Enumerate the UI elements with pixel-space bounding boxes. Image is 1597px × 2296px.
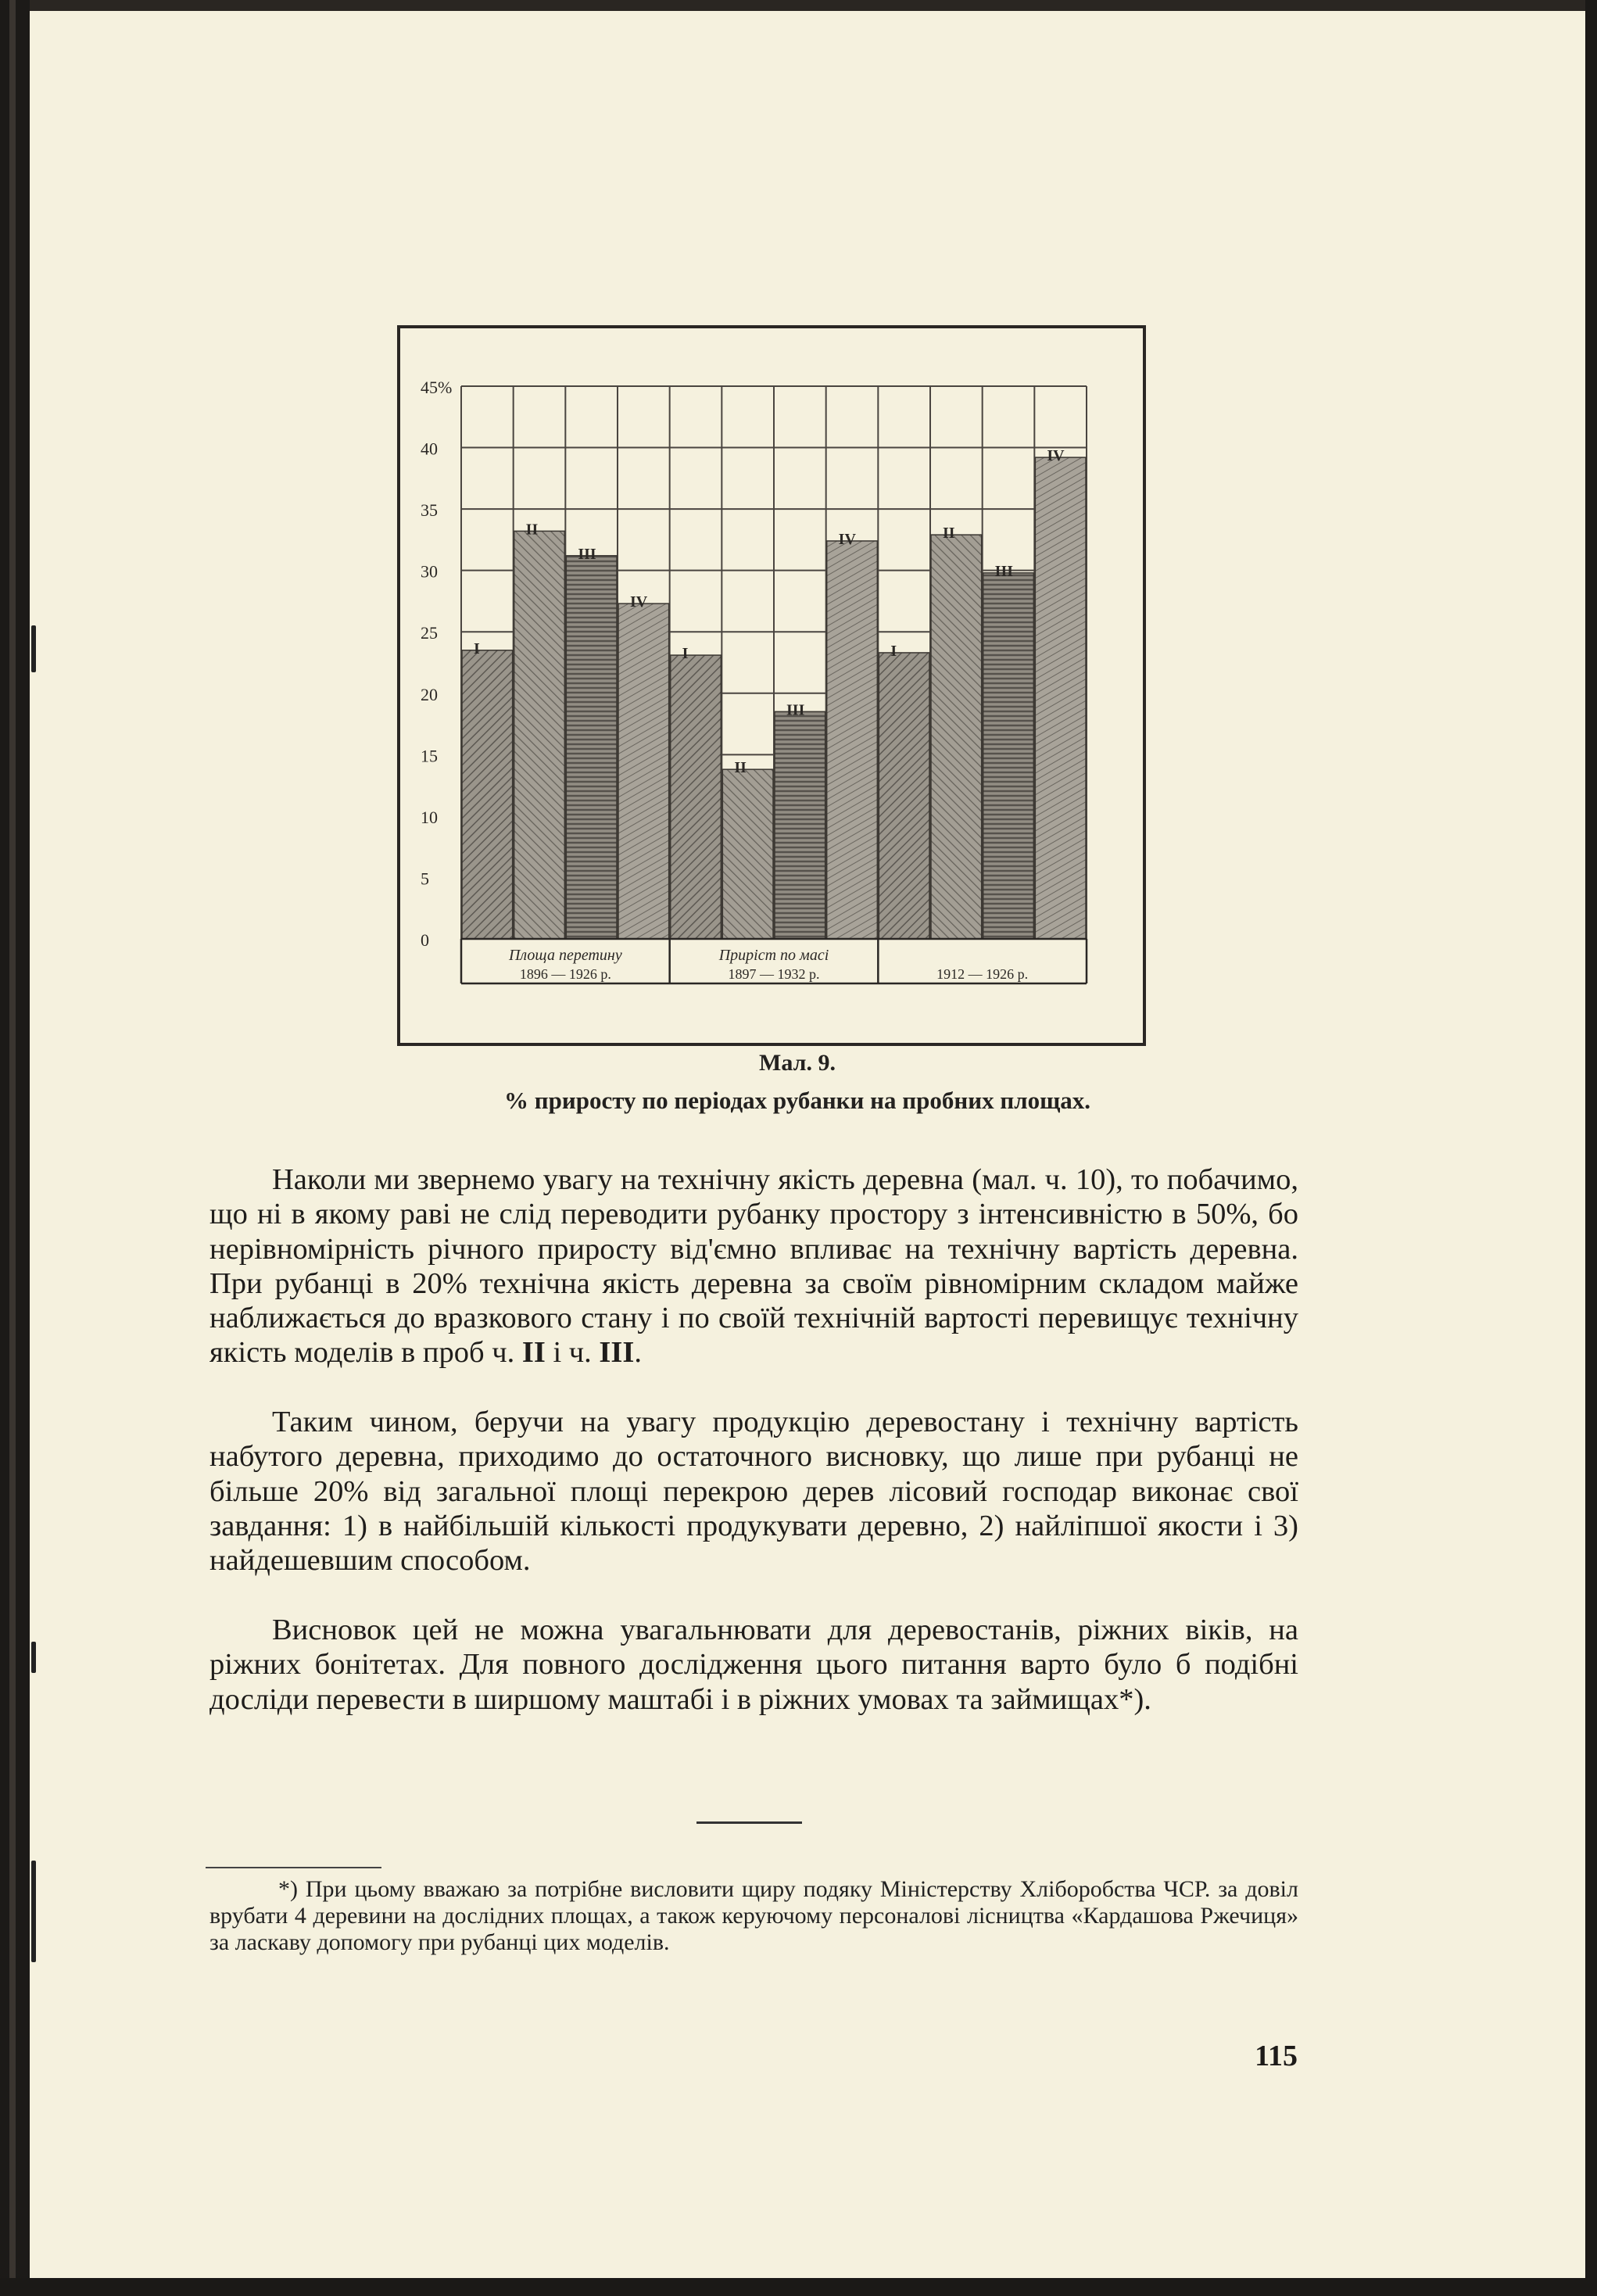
paragraph-1 [209, 1162, 1298, 1370]
y-axis-labels [421, 378, 452, 950]
page-number: 115 [1255, 2040, 1298, 2072]
group-title: Площа перетину [508, 947, 622, 964]
bar-label: III [994, 562, 1014, 580]
bar-3-III [983, 573, 1034, 939]
binding-mark [31, 1861, 36, 1962]
group-period: 1896 — 1926 р. [519, 966, 611, 982]
paragraph-2-text: Таким чином, беручи на увагу продукцію деревостану і технічну вартість набутого деревна, приходимо до остаточного висновку, що лише при рубанці не більше 20% від загальної площі перекрою дерев лісовий господар виконає свої завдання: 1) в найбільшій кількості продукувати деревно, 2) найліпшої якости і 3) найдешевшим способом. [209, 1406, 1298, 1578]
and-text: і ч. [545, 1336, 600, 1370]
y-tick-label: 30 [421, 561, 438, 582]
bar-1-I [462, 650, 513, 939]
bar-label: I [890, 642, 897, 660]
bar-label: III [786, 701, 805, 719]
figure-label: Мал. 9. [759, 1050, 836, 1076]
bar-label: II [943, 525, 955, 543]
y-tick-label: 5 [421, 869, 429, 889]
bar-label: II [734, 759, 747, 777]
group-title: Приріст по масі [718, 947, 829, 964]
y-tick-label: 35 [421, 500, 438, 521]
bar-2-II [722, 769, 773, 939]
paragraph-2 [209, 1405, 1298, 1578]
bar-label: IV [630, 593, 648, 611]
paragraph-3-text: Висновок цей не можна увагальнювати для деревостанів, ріжних віків, на ріжних бонітетах. Для повного дослідження цього питання варто було б подібні досліди перевести в ширшому маштабі і в ріжних умовах та займищах*). [209, 1614, 1298, 1716]
bar-1-III [566, 556, 617, 939]
y-tick-label: 20 [421, 684, 438, 704]
binding-mark [31, 625, 36, 672]
bar-3-II [931, 535, 982, 939]
y-tick-label: 40 [421, 439, 438, 459]
bar-2-IV [827, 541, 878, 939]
y-tick-label: 25 [421, 623, 438, 643]
footnote-text: *) При цьому вважаю за потрібне висловити щиру подяку Міністерству Хліборобства ЧСР. за довіл врубати 4 деревини на дослідних площах, а також керуючому персоналові лісництва «Кардашова Ржечиця» за ласкаву допомогу при рубанці цих моделів. [209, 1876, 1298, 1955]
bar-label: IV [1047, 447, 1065, 465]
x-axis-legend [461, 939, 1087, 983]
y-tick-label: 0 [421, 930, 429, 950]
bar-label: I [682, 645, 689, 663]
figure-caption: % приросту по періодах рубанки на пробних площах. [503, 1087, 1091, 1114]
bar-1-II [514, 531, 565, 939]
y-tick-label: 10 [421, 807, 438, 827]
period: . [634, 1336, 642, 1370]
bar-label: I [474, 639, 480, 657]
footnote-rule [206, 1867, 381, 1868]
bar-1-IV [618, 604, 669, 939]
roman-ii: II [521, 1336, 546, 1370]
footnote [209, 1876, 1298, 1956]
scan-right-edge [1585, 0, 1597, 2296]
paragraph-1-text: Наколи ми звернемо увагу на технічну якість деревна (мал. ч. 10), то побачимо, що ні в якому раві не слід переводити рубанку простору з інтенсивністю в 50%, бо нерівномірність річного приросту від'ємно впливає на технічну вартість деревна. При рубанці в 20% технічна якість деревна за своїм рівномірним складом майже наближається до вразкового стану і по своїй технічній вартості перевищує технічну якість моделів в проб ч. [209, 1163, 1298, 1370]
paragraph-3 [209, 1613, 1298, 1717]
group-period: 1897 — 1932 р. [728, 966, 820, 982]
bar-3-I [879, 653, 929, 939]
y-tick-label: 45% [421, 378, 453, 397]
binding-mark [31, 1642, 36, 1673]
bar-label: II [525, 521, 539, 539]
bar-2-III [775, 711, 825, 939]
y-tick-label: 15 [421, 746, 438, 766]
section-divider [696, 1821, 802, 1824]
growth-bar-chart [397, 325, 1146, 1046]
bar-2-I [671, 655, 722, 939]
scan-left-edge [0, 0, 30, 2296]
bar-3-IV [1035, 457, 1086, 939]
group-period: 1912 — 1926 р. [936, 966, 1029, 982]
roman-iii: III [599, 1336, 635, 1370]
scan-bottom-edge [0, 2278, 1597, 2296]
bar-label: III [578, 545, 596, 563]
bar-label: IV [838, 530, 856, 548]
